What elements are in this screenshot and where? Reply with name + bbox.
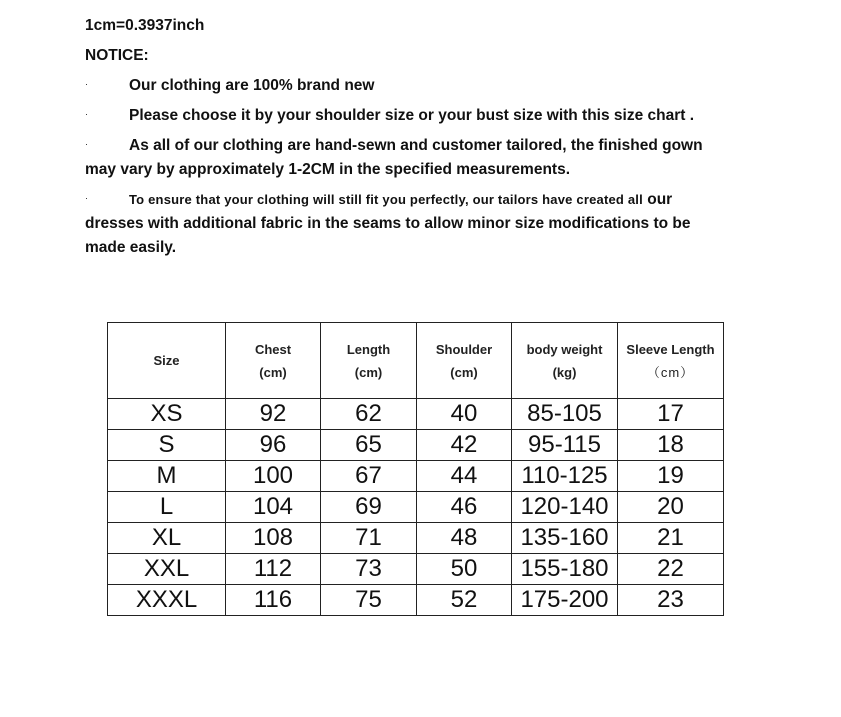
body-weight-cell: 95-115	[512, 430, 618, 461]
notice-bullet-text: Our clothing are 100% brand new	[129, 77, 375, 94]
body-weight-cell: 85-105	[512, 399, 618, 430]
table-row	[108, 523, 724, 554]
length-cell: 73	[321, 554, 417, 585]
chest-cell: 108	[226, 523, 321, 554]
size-cell: L	[108, 492, 226, 523]
size-cell: S	[108, 430, 226, 461]
size-cell: XXL	[108, 554, 226, 585]
notice-bullet-4	[85, 188, 735, 260]
table-header-row	[108, 323, 724, 399]
body-weight-cell: 135-160	[512, 523, 618, 554]
length-cell: 65	[321, 430, 417, 461]
notice-bullet-text: Please choose it by your shoulder size or your bust size with this size chart .	[129, 107, 695, 124]
body-weight-cell: 120-140	[512, 492, 618, 523]
unit-conversion-note: 1cm=0.3937inch	[85, 17, 205, 34]
size-cell: XS	[108, 399, 226, 430]
header-sleeve-length: Sleeve Length （cm）	[618, 323, 724, 399]
bullet-icon: ·	[85, 109, 88, 119]
chest-cell: 112	[226, 554, 321, 585]
notice-bullet-2	[85, 104, 735, 128]
notice-heading: NOTICE:	[85, 47, 149, 64]
shoulder-cell: 42	[417, 430, 512, 461]
size-chart-table	[107, 322, 724, 616]
bullet-icon: ·	[85, 139, 88, 149]
header-chest: Chest (cm)	[226, 323, 321, 399]
notice-bullet-lead: To ensure that your clothing will still fit you perfectly, our tailors have created all	[129, 192, 643, 207]
size-cell: M	[108, 461, 226, 492]
chest-cell: 96	[226, 430, 321, 461]
sleeve-length-cell: 23	[618, 585, 724, 616]
header-length: Length (cm)	[321, 323, 417, 399]
body-weight-cell: 110-125	[512, 461, 618, 492]
body-weight-cell: 155-180	[512, 554, 618, 585]
shoulder-cell: 46	[417, 492, 512, 523]
notice-bullet-3	[85, 134, 735, 182]
length-cell: 71	[321, 523, 417, 554]
shoulder-cell: 52	[417, 585, 512, 616]
chest-cell: 92	[226, 399, 321, 430]
length-cell: 75	[321, 585, 417, 616]
header-body-weight: body weight (kg)	[512, 323, 618, 399]
bullet-icon: ·	[85, 79, 88, 89]
shoulder-cell: 50	[417, 554, 512, 585]
header-size: Size	[108, 323, 226, 399]
shoulder-cell: 44	[417, 461, 512, 492]
length-cell: 69	[321, 492, 417, 523]
table-row	[108, 554, 724, 585]
size-cell: XXXL	[108, 585, 226, 616]
notice-bullet-rest: our dresses with additional fabric in the seams to allow minor size modifications to be made easily.	[85, 191, 691, 256]
header-shoulder: Shoulder (cm)	[417, 323, 512, 399]
table-row	[108, 461, 724, 492]
notice-bullet-text	[85, 188, 735, 260]
chest-cell: 116	[226, 585, 321, 616]
size-cell: XL	[108, 523, 226, 554]
notice-bullet-text: As all of our clothing are hand-sewn and customer tailored, the finished gown may vary by approximately 1-2CM in the specified measurements.	[85, 137, 703, 178]
chest-cell: 104	[226, 492, 321, 523]
sleeve-length-cell: 18	[618, 430, 724, 461]
table-row	[108, 399, 724, 430]
sleeve-length-cell: 21	[618, 523, 724, 554]
sleeve-length-cell: 20	[618, 492, 724, 523]
table-row	[108, 585, 724, 616]
chest-cell: 100	[226, 461, 321, 492]
table-row	[108, 492, 724, 523]
bullet-icon: ·	[85, 193, 88, 203]
sleeve-length-cell: 17	[618, 399, 724, 430]
length-cell: 62	[321, 399, 417, 430]
body-weight-cell: 175-200	[512, 585, 618, 616]
length-cell: 67	[321, 461, 417, 492]
shoulder-cell: 40	[417, 399, 512, 430]
shoulder-cell: 48	[417, 523, 512, 554]
notice-bullet-1	[85, 74, 735, 98]
sleeve-length-cell: 19	[618, 461, 724, 492]
table-row	[108, 430, 724, 461]
sleeve-length-cell: 22	[618, 554, 724, 585]
